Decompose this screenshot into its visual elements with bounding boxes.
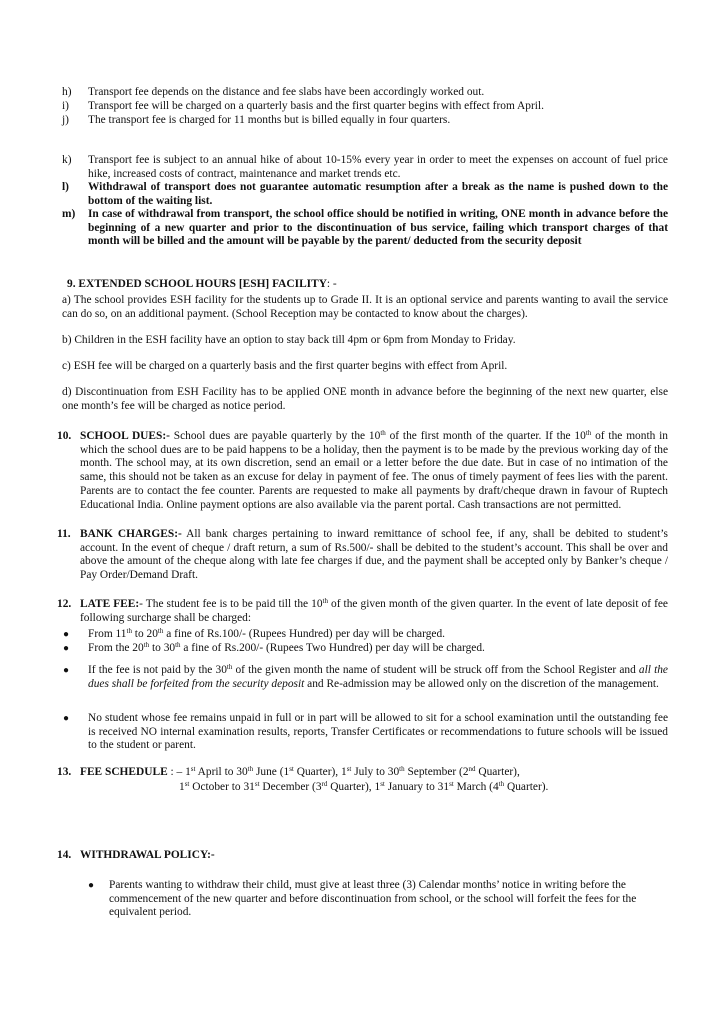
text-run: : – 1 [167, 766, 191, 778]
bullet-text [88, 664, 668, 691]
superscript: rd [321, 780, 328, 788]
text-run: a fine of Rs.200/- (Rupees Two Hundred) per day will be charged. [180, 642, 485, 654]
superscript: st [254, 780, 260, 788]
esh-para-b [62, 334, 668, 348]
text-run: From the 20 [88, 642, 144, 654]
bullet-text [109, 879, 661, 920]
text-run: of the month in which the school dues are to be paid happens to be a holiday, then the payment is to be made by the previous working day of the month. The school may, at its own discretion, send an email or a letter before the due date. But in case of no intimation of the same, this should not be taken as an excuse for delay in payment of fee. The onus of timely payment of fees lies with the parent. Parents are to contact the fee counter. Parents are requested to make all payments by draft/cheque drawn in favour of Ruptech Educational India. Online payment options are also available via the parent portal. Cash transactions are not permitted. [80, 430, 669, 511]
bullet-icon: ● [63, 643, 70, 654]
superscript: th [399, 765, 405, 773]
superscript: st [190, 765, 196, 773]
bullet-icon: ● [63, 629, 70, 640]
text-run: b) Children in the ESH facility have an option to stay back till 4pm or 6pm from Monday to Friday. [62, 334, 516, 346]
text-run: Quarter), 1 [293, 766, 347, 778]
text-run: The transport fee is charged for 11 months but is billed equally in four quarters. [88, 114, 451, 126]
text-run: FEE SCHEDULE [80, 766, 168, 778]
text-run: Transport fee depends on the distance and fee slabs have been accordingly worked out. [88, 86, 485, 98]
superscript: th [126, 627, 132, 635]
section-number: 11. [57, 528, 71, 540]
text-run: July to 30 [351, 766, 400, 778]
text-run: a) The school provides ESH facility for the students up to Grade II. It is an optional service and parents wanting to avail the service can do so, on an additional payment. (School Reception may be contacted to know about the charges). [62, 294, 668, 320]
text-run: to 30 [149, 642, 176, 654]
item-label: j) [62, 114, 69, 126]
bullet-text [88, 712, 668, 753]
text-run: From 11 [88, 628, 127, 640]
esh-para-a [62, 294, 668, 321]
section-heading: WITHDRAWAL POLICY:- [80, 849, 215, 861]
text-run: 1 [179, 781, 185, 793]
superscript: th [157, 627, 164, 635]
bullet-icon: ● [63, 713, 70, 724]
text-run: c) ESH fee will be charged on a quarterly basis and the first quarter begins with effect from April. [62, 360, 508, 372]
item-label: i) [62, 100, 69, 112]
item-label: h) [62, 86, 72, 98]
text-run: of the given month of the given quarter. In the event of late deposit of fee following surcharge shall be charged: [80, 598, 668, 624]
item-label: l) [62, 181, 69, 193]
text-run: If the fee is not paid by the 30 [88, 664, 227, 676]
superscript: th [322, 597, 328, 605]
section-number: 12. [57, 598, 72, 610]
text-run: September (2 [404, 766, 469, 778]
text-run: - The student fee is to be paid till the 10 [139, 598, 323, 610]
text-run: to 20 [131, 628, 158, 640]
text-run: of the given month the name of student will be struck off from the School Register and [232, 664, 639, 676]
item-label: m) [62, 208, 76, 220]
text-run: of the first month of the quarter. If the 10 [385, 430, 586, 442]
text-run: December (3 [259, 781, 322, 793]
text-run: BANK CHARGES:- [80, 528, 182, 540]
text-run: Quarter), [475, 766, 520, 778]
section-number: 10. [57, 430, 72, 442]
text-run: and Re-admission may be allowed only on the discretion of the management. [304, 677, 659, 690]
fee-schedule-line-2 [179, 781, 699, 795]
text-run: Parents wanting to withdraw their child, must give at least three (3) Calendar months’ notice in writing before the commencement of the new quarter and before discontinuation from school, or the school will forfeit the fees for the equivalent period. [109, 879, 637, 919]
esh-heading-text: 9. EXTENDED SCHOOL HOURS [ESH] FACILITY [67, 278, 327, 290]
superscript: st [289, 765, 294, 773]
esh-para-d [62, 386, 668, 413]
superscript: st [346, 765, 352, 773]
bullet-icon: ● [88, 880, 95, 891]
superscript: th [175, 641, 181, 649]
text-run: Quarter), 1 [327, 781, 381, 793]
text-run: Withdrawal of transport does not guarantee automatic resumption after a break as the name is pushed down to the bottom of the waiting list. [88, 181, 668, 207]
section-text [80, 430, 668, 512]
bullet-text [88, 628, 668, 642]
section-text [80, 528, 668, 583]
fee-schedule-line-1 [80, 766, 680, 780]
superscript: th [585, 429, 592, 437]
esh-heading [67, 278, 337, 292]
item-text [88, 181, 668, 208]
text-run: No student whose fee remains unpaid in full or in part will be allowed to sit for a school examination until the outstanding fee is received NO internal examination results, reports, Transfer Certificates or recommendations to future schools will be issued to the student or parent. [88, 712, 668, 752]
text-run: Transport fee is subject to an annual hike of about 10-15% every year in order to meet the expenses on account of fuel price hike, increased costs of contract, maintenance and market trends etc. [88, 154, 668, 180]
superscript: th [226, 663, 233, 671]
superscript: th [380, 429, 386, 437]
superscript: st [449, 780, 454, 788]
text-run: January to 31 [384, 781, 450, 793]
text-run: March (4 [453, 781, 499, 793]
superscript: st [380, 780, 385, 788]
item-text [88, 100, 678, 114]
text-run: Transport fee will be charged on a quarterly basis and the first quarter begins with effect from April. [88, 100, 544, 112]
bullet-text [88, 642, 668, 656]
text-run: June (1 [253, 766, 290, 778]
esh-heading-suffix: : - [326, 278, 337, 290]
superscript: th [143, 641, 150, 649]
section-number: 13. [57, 766, 72, 778]
item-text [88, 208, 668, 249]
superscript: st [184, 780, 190, 788]
superscript: nd [468, 765, 476, 773]
text-run: d) Discontinuation from ESH Facility has to be applied ONE month in advance before the beginning of the next new quarter, else one month’s fee will be charged as notice period. [62, 386, 668, 412]
text-run: October to 31 [189, 781, 255, 793]
section-text [80, 598, 668, 625]
text-run: All bank charges pertaining to inward remittance of school fee, if any, shall be debited to student’s account. In the event of cheque / draft return, a sum of Rs.500/- shall be debited to the student’s account. This shall be over and above the amount of the cheque along with late fee charges if due, and the payment shall be accepted only by Banker’s cheque / Pay Order/Demand Draft. [80, 528, 668, 582]
item-text [88, 154, 668, 181]
text-run: SCHOOL DUES:- [80, 430, 170, 442]
text-run: April to 30 [195, 766, 248, 778]
bullet-icon: ● [63, 665, 70, 676]
text-run: a fine of Rs.100/- (Rupees Hundred) per day will be charged. [163, 628, 445, 640]
item-text [88, 114, 678, 128]
section-number: 14. [57, 849, 72, 861]
text-run: School dues are payable quarterly by the 10 [169, 430, 381, 442]
item-text [88, 86, 678, 100]
text-run: all the dues shall be forfeited from the security deposit [88, 664, 668, 690]
text-run: In case of withdrawal from transport, the school office should be notified in writing, ONE month in advance before the beginning of a new quarter and prior to the discontinuation of bus service, failing which transport charges of that month will be billed and the amount will be payable by the parent/ deducted from the security deposit [88, 208, 668, 248]
text-run: LATE FEE: [80, 598, 140, 610]
esh-para-c [62, 360, 668, 374]
text-run: Quarter). [504, 781, 549, 793]
superscript: th [498, 780, 505, 788]
superscript: th [247, 765, 254, 773]
item-label: k) [62, 154, 72, 166]
